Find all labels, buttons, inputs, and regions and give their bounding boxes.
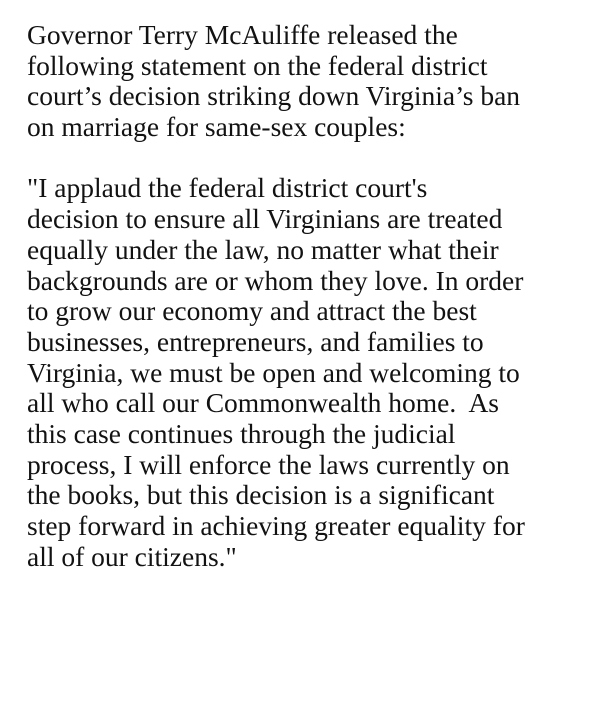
intro-line: Governor Terry McAuliffe released the xyxy=(27,19,458,50)
intro-line: court’s decision striking down Virginia’s ban xyxy=(27,80,521,112)
quote-line: all of our citizens." xyxy=(27,540,237,572)
intro-line: following statement on the federal district xyxy=(27,49,488,81)
quote-line: equally under the law, no matter what their xyxy=(27,233,499,265)
intro-paragraph xyxy=(27,20,595,143)
quote-line: process, I will enforce the laws currently on xyxy=(27,448,510,480)
quote-line: "I applaud the federal district court's xyxy=(27,172,428,204)
quote-line: decision to ensure all Virginians are treated xyxy=(27,203,503,235)
quote-line: this case continues through the judicial xyxy=(27,417,456,449)
statement-document xyxy=(27,20,595,572)
quote-line: businesses, entrepreneurs, and families to xyxy=(27,325,484,357)
quote-paragraph xyxy=(27,173,595,572)
quote-line: to grow our economy and attract the best xyxy=(27,295,477,327)
intro-line: on marriage for same-sex couples: xyxy=(27,111,406,143)
quote-line: backgrounds are or whom they love. In order xyxy=(27,264,524,296)
paragraph-gap xyxy=(27,143,595,174)
quote-line: all who call our Commonwealth home. As xyxy=(27,387,500,419)
quote-line: Virginia, we must be open and welcoming to xyxy=(27,356,520,388)
quote-line: step forward in achieving greater equality for xyxy=(27,510,525,541)
quote-line: the books, but this decision is a significant xyxy=(27,479,495,511)
